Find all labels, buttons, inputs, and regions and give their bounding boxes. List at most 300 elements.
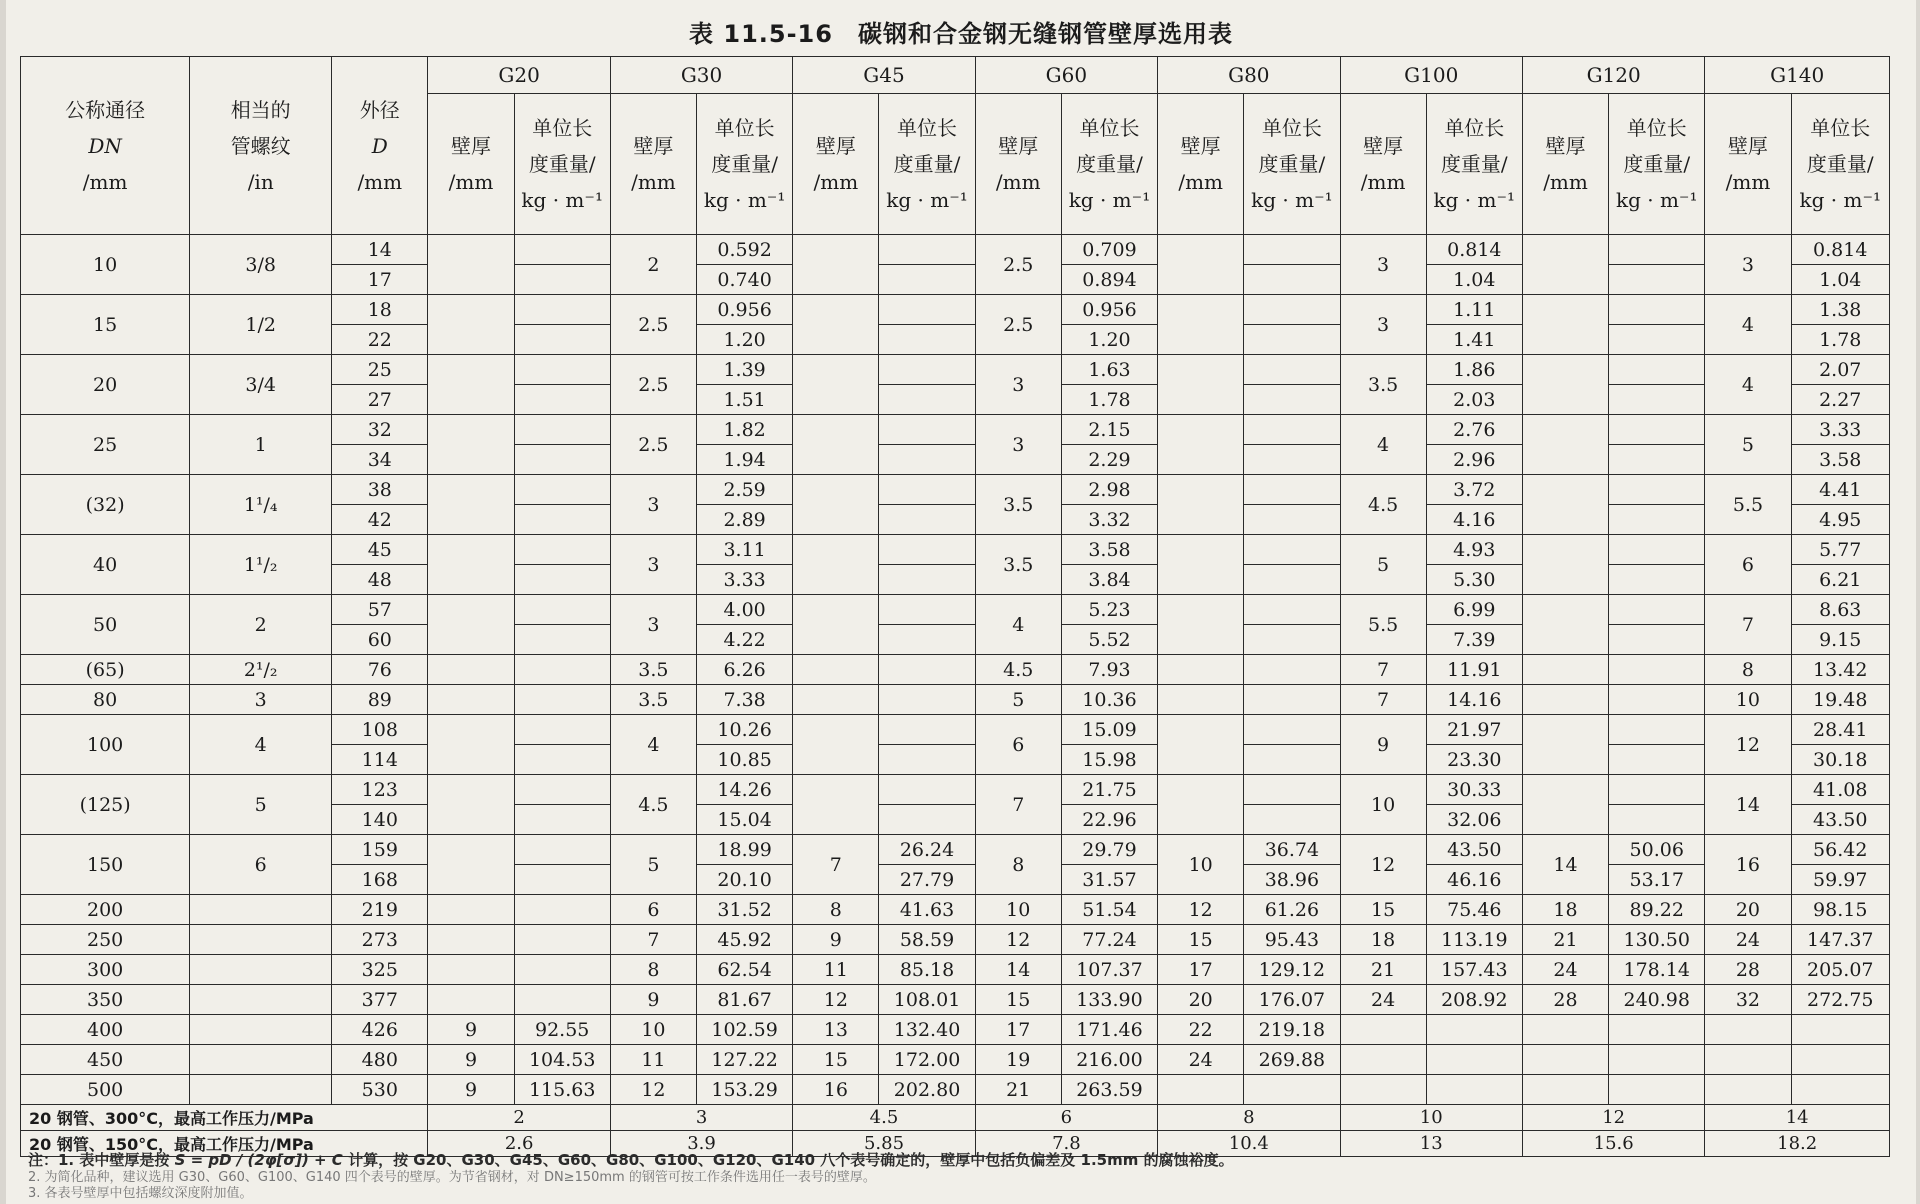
cell-weight-g60: 0.956 xyxy=(1061,295,1157,325)
header-wall-g100-line: /mm xyxy=(1360,170,1406,194)
header-wall-g140-line: 壁厚 xyxy=(1727,134,1768,158)
header-weight-g30 xyxy=(696,94,792,235)
cell-weight-g20: 104.53 xyxy=(514,1045,610,1075)
header-weight-g45-line: kg · m⁻¹ xyxy=(886,188,968,212)
cell-weight-g80 xyxy=(1244,1075,1340,1105)
cell-wall-g80 xyxy=(1158,655,1244,685)
cell-wall-g120 xyxy=(1522,1045,1608,1075)
cell-wall-g80: 20 xyxy=(1158,985,1244,1015)
cell-wall-g30: 7 xyxy=(610,925,696,955)
cell-weight-g30: 127.22 xyxy=(696,1045,792,1075)
cell-weight-g60: 5.52 xyxy=(1061,625,1157,655)
table-row xyxy=(21,1015,1890,1045)
cell-wall-g140: 7 xyxy=(1705,595,1791,655)
pressure-g80: 10.4 xyxy=(1158,1131,1340,1157)
header-wall-g60-line: /mm xyxy=(995,170,1041,194)
cell-weight-g20 xyxy=(514,355,610,385)
cell-weight-g80 xyxy=(1244,595,1340,625)
cell-wall-g100: 7 xyxy=(1340,685,1426,715)
header-wall-g80-line: 壁厚 xyxy=(1180,134,1221,158)
cell-dn: 25 xyxy=(21,415,190,475)
cell-wall-g120 xyxy=(1522,715,1608,775)
cell-weight-g100: 0.814 xyxy=(1426,235,1522,265)
table-row xyxy=(21,985,1890,1015)
header-weight-g45-line: 单位长 xyxy=(897,116,958,140)
cell-dn: 40 xyxy=(21,535,190,595)
cell-wall-g20 xyxy=(428,715,514,775)
cell-wall-g120 xyxy=(1522,475,1608,535)
header-dn-line: DN xyxy=(88,133,122,158)
table-row xyxy=(21,295,1890,325)
header-grade-g120: G120 xyxy=(1522,57,1704,94)
cell-wall-g120: 14 xyxy=(1522,835,1608,895)
cell-weight-g20 xyxy=(514,835,610,865)
header-weight-g30-line: kg · m⁻¹ xyxy=(703,188,786,212)
header-weight-g100-line: 单位长 xyxy=(1444,116,1505,140)
cell-wall-g100: 7 xyxy=(1340,655,1426,685)
cell-weight-g100: 2.76 xyxy=(1426,415,1522,445)
cell-weight-g140: 56.42 xyxy=(1791,835,1889,865)
cell-wall-g80 xyxy=(1158,415,1244,475)
cell-wall-g30: 3 xyxy=(610,595,696,655)
cell-thread: 1¹/₄ xyxy=(190,475,332,535)
cell-wall-g80 xyxy=(1158,355,1244,415)
cell-weight-g45 xyxy=(879,655,975,685)
cell-wall-g100: 9 xyxy=(1340,715,1426,775)
cell-weight-g45 xyxy=(879,505,975,535)
header-weight-g80 xyxy=(1244,94,1340,235)
cell-wall-g80 xyxy=(1158,775,1244,835)
cell-dn: 50 xyxy=(21,595,190,655)
cell-od: 114 xyxy=(332,745,428,775)
note-2: 2. 为简化品种，建议选用 G30、G60、G100、G140 四个表号的壁厚。为节省钢材，对 DN≥150mm 的钢管可按工作条件选用任一表号的壁厚。 xyxy=(28,1170,876,1185)
header-weight-g100-line: 度重量/ xyxy=(1440,152,1508,176)
cell-od: 42 xyxy=(332,505,428,535)
table-row xyxy=(21,775,1890,805)
cell-weight-g30: 153.29 xyxy=(696,1075,792,1105)
cell-od: 38 xyxy=(332,475,428,505)
cell-weight-g100: 208.92 xyxy=(1426,985,1522,1015)
header-weight-g80-line: kg · m⁻¹ xyxy=(1251,188,1333,212)
cell-od: 168 xyxy=(332,865,428,895)
cell-wall-g140: 24 xyxy=(1705,925,1791,955)
cell-od: 25 xyxy=(332,355,428,385)
cell-wall-g100: 12 xyxy=(1340,835,1426,895)
cell-wall-g60: 15 xyxy=(975,985,1061,1015)
cell-weight-g120 xyxy=(1609,415,1705,445)
cell-weight-g100: 30.33 xyxy=(1426,775,1522,805)
cell-wall-g45: 7 xyxy=(793,835,879,895)
cell-weight-g140: 9.15 xyxy=(1791,625,1889,655)
cell-dn: (65) xyxy=(21,655,190,685)
cell-wall-g30: 2 xyxy=(610,235,696,295)
header-od xyxy=(332,57,428,235)
cell-wall-g20 xyxy=(428,985,514,1015)
cell-weight-g60: 31.57 xyxy=(1061,865,1157,895)
cell-od: 60 xyxy=(332,625,428,655)
header-weight-g60 xyxy=(1061,94,1157,235)
cell-weight-g120 xyxy=(1609,505,1705,535)
cell-od: 377 xyxy=(332,985,428,1015)
note-1-suffix: 计算，按 G20、G30、G45、G60、G80、G100、G120、G140 八个表号确定的，壁厚中包括负偏差及 1.5mm 的腐蚀裕度。 xyxy=(348,1151,1234,1169)
cell-weight-g140: 4.95 xyxy=(1791,505,1889,535)
table-row xyxy=(21,715,1890,745)
table-row xyxy=(21,415,1890,445)
table-row xyxy=(21,895,1890,925)
header-dn-line: /mm xyxy=(82,169,128,194)
cell-weight-g140: 98.15 xyxy=(1791,895,1889,925)
header-weight-g140-line: kg · m⁻¹ xyxy=(1799,188,1882,212)
cell-wall-g30: 2.5 xyxy=(610,415,696,475)
header-weight-g45-line: 度重量/ xyxy=(893,152,961,176)
note-1 xyxy=(28,1150,1908,1170)
cell-weight-g120: 178.14 xyxy=(1609,955,1705,985)
cell-weight-g60: 21.75 xyxy=(1061,775,1157,805)
cell-weight-g45 xyxy=(879,295,975,325)
pipe-wall-thickness-table xyxy=(20,56,1890,1157)
pressure-g120: 12 xyxy=(1522,1105,1704,1131)
cell-weight-g60: 10.36 xyxy=(1061,685,1157,715)
cell-wall-g120 xyxy=(1522,595,1608,655)
cell-weight-g45: 108.01 xyxy=(879,985,975,1015)
cell-thread xyxy=(190,985,332,1015)
cell-weight-g80 xyxy=(1244,325,1340,355)
header-weight-g45 xyxy=(879,94,975,235)
header-weight-g140-line: 单位长 xyxy=(1810,116,1871,140)
cell-weight-g120: 50.06 xyxy=(1609,835,1705,865)
cell-wall-g30: 6 xyxy=(610,895,696,925)
table-row xyxy=(21,235,1890,265)
cell-weight-g120 xyxy=(1609,265,1705,295)
cell-weight-g45 xyxy=(879,685,975,715)
header-wall-g60-line: 壁厚 xyxy=(998,134,1039,158)
cell-wall-g20: 9 xyxy=(428,1015,514,1045)
cell-wall-g20 xyxy=(428,925,514,955)
cell-weight-g60: 15.98 xyxy=(1061,745,1157,775)
cell-weight-g120 xyxy=(1609,745,1705,775)
note-1-prefix: 注：1. 表中壁厚是按 xyxy=(28,1151,170,1169)
cell-weight-g45 xyxy=(879,265,975,295)
cell-wall-g60: 4 xyxy=(975,595,1061,655)
cell-thread: 3/4 xyxy=(190,355,332,415)
cell-wall-g100: 4 xyxy=(1340,415,1426,475)
cell-wall-g100: 3 xyxy=(1340,235,1426,295)
header-weight-g20-line: 单位长 xyxy=(532,116,593,140)
cell-weight-g30: 14.26 xyxy=(696,775,792,805)
cell-weight-g80 xyxy=(1244,745,1340,775)
cell-weight-g60: 0.894 xyxy=(1061,265,1157,295)
cell-weight-g140: 28.41 xyxy=(1791,715,1889,745)
cell-weight-g45: 58.59 xyxy=(879,925,975,955)
cell-weight-g80 xyxy=(1244,565,1340,595)
cell-od: 325 xyxy=(332,955,428,985)
header-od-line: D xyxy=(371,133,388,158)
cell-weight-g100: 157.43 xyxy=(1426,955,1522,985)
header-weight-g100-line: kg · m⁻¹ xyxy=(1433,188,1516,212)
cell-weight-g80: 95.43 xyxy=(1244,925,1340,955)
cell-weight-g140: 3.58 xyxy=(1791,445,1889,475)
header-wall-g30-line: /mm xyxy=(631,170,676,194)
cell-wall-g80 xyxy=(1158,685,1244,715)
cell-weight-g140: 59.97 xyxy=(1791,865,1889,895)
cell-weight-g120 xyxy=(1609,625,1705,655)
header-thread-line: 管螺纹 xyxy=(230,133,291,158)
cell-weight-g20 xyxy=(514,415,610,445)
cell-weight-g20 xyxy=(514,895,610,925)
cell-thread xyxy=(190,1045,332,1075)
cell-weight-g20 xyxy=(514,625,610,655)
cell-wall-g20 xyxy=(428,235,514,295)
cell-weight-g30: 10.85 xyxy=(696,745,792,775)
cell-weight-g60: 2.29 xyxy=(1061,445,1157,475)
cell-wall-g100: 3 xyxy=(1340,295,1426,355)
cell-weight-g20 xyxy=(514,325,610,355)
cell-weight-g60: 216.00 xyxy=(1061,1045,1157,1075)
cell-weight-g60: 3.58 xyxy=(1061,535,1157,565)
cell-od: 32 xyxy=(332,415,428,445)
cell-dn: 20 xyxy=(21,355,190,415)
cell-wall-g60: 2.5 xyxy=(975,295,1061,355)
cell-weight-g30: 4.00 xyxy=(696,595,792,625)
header-weight-g100 xyxy=(1426,94,1522,235)
cell-wall-g80: 22 xyxy=(1158,1015,1244,1045)
cell-wall-g120 xyxy=(1522,685,1608,715)
cell-weight-g60: 22.96 xyxy=(1061,805,1157,835)
cell-dn: 15 xyxy=(21,295,190,355)
table-row xyxy=(21,685,1890,715)
cell-weight-g140: 8.63 xyxy=(1791,595,1889,625)
pressure-g30: 3 xyxy=(610,1105,792,1131)
header-wall-g140-line: /mm xyxy=(1725,170,1771,194)
cell-weight-g60: 3.84 xyxy=(1061,565,1157,595)
cell-weight-g100 xyxy=(1426,1075,1522,1105)
cell-weight-g120 xyxy=(1609,445,1705,475)
footnotes xyxy=(28,1150,1908,1202)
cell-weight-g20 xyxy=(514,535,610,565)
cell-weight-g60: 263.59 xyxy=(1061,1075,1157,1105)
cell-weight-g80: 176.07 xyxy=(1244,985,1340,1015)
header-grade-g30: G30 xyxy=(610,57,792,94)
cell-od: 45 xyxy=(332,535,428,565)
pressure-g30: 3.9 xyxy=(610,1131,792,1157)
header-wall-g20-line: 壁厚 xyxy=(450,134,491,158)
header-grade-g80: G80 xyxy=(1158,57,1340,94)
cell-wall-g120: 28 xyxy=(1522,985,1608,1015)
cell-weight-g100: 1.41 xyxy=(1426,325,1522,355)
cell-wall-g60: 5 xyxy=(975,685,1061,715)
cell-wall-g20: 9 xyxy=(428,1075,514,1105)
cell-wall-g140: 32 xyxy=(1705,985,1791,1015)
cell-weight-g45 xyxy=(879,805,975,835)
header-wall-g80-line: /mm xyxy=(1178,170,1224,194)
cell-dn: 350 xyxy=(21,985,190,1015)
cell-weight-g45: 132.40 xyxy=(879,1015,975,1045)
cell-weight-g60: 51.54 xyxy=(1061,895,1157,925)
header-grade-g100: G100 xyxy=(1340,57,1522,94)
cell-wall-g80 xyxy=(1158,475,1244,535)
cell-weight-g80: 36.74 xyxy=(1244,835,1340,865)
cell-wall-g30: 11 xyxy=(610,1045,696,1075)
cell-weight-g30: 1.82 xyxy=(696,415,792,445)
cell-thread xyxy=(190,955,332,985)
header-grade-g45: G45 xyxy=(793,57,975,94)
cell-wall-g100: 15 xyxy=(1340,895,1426,925)
cell-wall-g45: 13 xyxy=(793,1015,879,1045)
cell-wall-g20 xyxy=(428,415,514,475)
cell-weight-g45 xyxy=(879,745,975,775)
cell-weight-g30: 2.89 xyxy=(696,505,792,535)
cell-weight-g140: 147.37 xyxy=(1791,925,1889,955)
cell-wall-g60: 8 xyxy=(975,835,1061,895)
cell-weight-g30: 18.99 xyxy=(696,835,792,865)
cell-dn: 500 xyxy=(21,1075,190,1105)
table-row xyxy=(21,355,1890,385)
header-wall-g100 xyxy=(1340,94,1426,235)
cell-weight-g30: 3.33 xyxy=(696,565,792,595)
cell-weight-g30: 0.592 xyxy=(696,235,792,265)
header-weight-g140 xyxy=(1791,94,1889,235)
cell-od: 76 xyxy=(332,655,428,685)
cell-weight-g20 xyxy=(514,655,610,685)
cell-wall-g20 xyxy=(428,895,514,925)
cell-weight-g30: 62.54 xyxy=(696,955,792,985)
cell-weight-g120 xyxy=(1609,775,1705,805)
cell-wall-g120 xyxy=(1522,295,1608,355)
cell-dn: 400 xyxy=(21,1015,190,1045)
cell-wall-g45 xyxy=(793,775,879,835)
header-weight-g120-line: 度重量/ xyxy=(1623,152,1691,176)
cell-wall-g60: 3 xyxy=(975,415,1061,475)
cell-wall-g30: 4 xyxy=(610,715,696,775)
cell-weight-g30: 0.956 xyxy=(696,295,792,325)
cell-wall-g45 xyxy=(793,715,879,775)
cell-od: 123 xyxy=(332,775,428,805)
cell-wall-g60: 3 xyxy=(975,355,1061,415)
cell-weight-g80 xyxy=(1244,625,1340,655)
pressure-g80: 8 xyxy=(1158,1105,1340,1131)
cell-wall-g45 xyxy=(793,295,879,355)
cell-wall-g120: 21 xyxy=(1522,925,1608,955)
cell-wall-g140: 12 xyxy=(1705,715,1791,775)
cell-weight-g60: 7.93 xyxy=(1061,655,1157,685)
cell-wall-g100: 18 xyxy=(1340,925,1426,955)
cell-wall-g80: 24 xyxy=(1158,1045,1244,1075)
cell-od: 34 xyxy=(332,445,428,475)
cell-wall-g80 xyxy=(1158,295,1244,355)
cell-wall-g45: 9 xyxy=(793,925,879,955)
cell-wall-g120 xyxy=(1522,1075,1608,1105)
cell-weight-g100: 14.16 xyxy=(1426,685,1522,715)
header-weight-g60-line: 单位长 xyxy=(1079,116,1140,140)
cell-weight-g100: 43.50 xyxy=(1426,835,1522,865)
cell-weight-g140: 6.21 xyxy=(1791,565,1889,595)
cell-dn: (32) xyxy=(21,475,190,535)
cell-weight-g60: 1.63 xyxy=(1061,355,1157,385)
cell-weight-g140 xyxy=(1791,1075,1889,1105)
cell-weight-g100: 75.46 xyxy=(1426,895,1522,925)
cell-wall-g45 xyxy=(793,535,879,595)
cell-dn: 450 xyxy=(21,1045,190,1075)
cell-wall-g30: 2.5 xyxy=(610,295,696,355)
cell-wall-g100: 24 xyxy=(1340,985,1426,1015)
cell-wall-g100: 4.5 xyxy=(1340,475,1426,535)
cell-weight-g45: 27.79 xyxy=(879,865,975,895)
cell-weight-g80: 219.18 xyxy=(1244,1015,1340,1045)
cell-od: 57 xyxy=(332,595,428,625)
pressure-g60: 7.8 xyxy=(975,1131,1157,1157)
cell-wall-g30: 9 xyxy=(610,985,696,1015)
cell-weight-g20 xyxy=(514,685,610,715)
cell-weight-g20 xyxy=(514,745,610,775)
cell-wall-g120 xyxy=(1522,535,1608,595)
cell-weight-g60: 5.23 xyxy=(1061,595,1157,625)
cell-wall-g20 xyxy=(428,955,514,985)
cell-weight-g30: 0.740 xyxy=(696,265,792,295)
cell-weight-g120: 89.22 xyxy=(1609,895,1705,925)
cell-wall-g140: 5.5 xyxy=(1705,475,1791,535)
cell-weight-g120 xyxy=(1609,685,1705,715)
cell-wall-g140: 4 xyxy=(1705,355,1791,415)
cell-weight-g45 xyxy=(879,595,975,625)
cell-weight-g80 xyxy=(1244,355,1340,385)
cell-weight-g20 xyxy=(514,235,610,265)
cell-wall-g100: 3.5 xyxy=(1340,355,1426,415)
cell-weight-g45: 202.80 xyxy=(879,1075,975,1105)
cell-wall-g20 xyxy=(428,295,514,355)
cell-dn: 80 xyxy=(21,685,190,715)
cell-wall-g100: 5 xyxy=(1340,535,1426,595)
cell-wall-g140: 4 xyxy=(1705,295,1791,355)
header-weight-g20-line: 度重量/ xyxy=(528,152,596,176)
cell-wall-g60: 3.5 xyxy=(975,475,1061,535)
pressure-g45: 4.5 xyxy=(793,1105,975,1131)
cell-wall-g60: 14 xyxy=(975,955,1061,985)
cell-weight-g80 xyxy=(1244,265,1340,295)
cell-wall-g20 xyxy=(428,655,514,685)
cell-dn: 150 xyxy=(21,835,190,895)
cell-od: 89 xyxy=(332,685,428,715)
cell-weight-g120 xyxy=(1609,655,1705,685)
cell-weight-g45: 41.63 xyxy=(879,895,975,925)
cell-od: 219 xyxy=(332,895,428,925)
cell-weight-g120 xyxy=(1609,475,1705,505)
cell-wall-g60: 3.5 xyxy=(975,535,1061,595)
header-wall-g30-line: 壁厚 xyxy=(633,134,674,158)
cell-weight-g60: 1.20 xyxy=(1061,325,1157,355)
cell-weight-g30: 15.04 xyxy=(696,805,792,835)
cell-weight-g20 xyxy=(514,385,610,415)
cell-wall-g80 xyxy=(1158,535,1244,595)
cell-od: 273 xyxy=(332,925,428,955)
cell-wall-g45 xyxy=(793,685,879,715)
cell-weight-g20 xyxy=(514,265,610,295)
cell-weight-g100: 2.03 xyxy=(1426,385,1522,415)
note-1-formula: S = pD / (2φ[σ]) + C xyxy=(174,1151,343,1169)
cell-weight-g80 xyxy=(1244,475,1340,505)
cell-weight-g140: 19.48 xyxy=(1791,685,1889,715)
cell-weight-g60: 29.79 xyxy=(1061,835,1157,865)
cell-wall-g45: 16 xyxy=(793,1075,879,1105)
header-wall-g45 xyxy=(793,94,879,235)
cell-wall-g30: 3 xyxy=(610,535,696,595)
cell-weight-g45 xyxy=(879,565,975,595)
cell-weight-g20 xyxy=(514,715,610,745)
header-weight-g120 xyxy=(1609,94,1705,235)
cell-wall-g80 xyxy=(1158,235,1244,295)
header-weight-g80-line: 度重量/ xyxy=(1258,152,1326,176)
cell-weight-g100: 5.30 xyxy=(1426,565,1522,595)
cell-wall-g100 xyxy=(1340,1045,1426,1075)
